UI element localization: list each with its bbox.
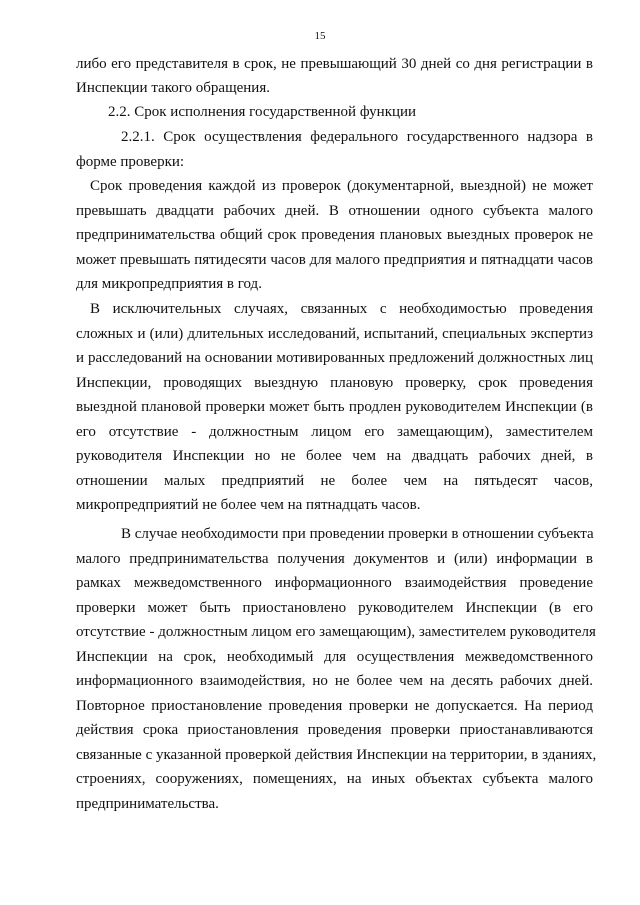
text-line: 2.2.1. Срок осуществления федерального государственного надзора в [121,129,593,145]
text-line: связанные с указанной проверкой действия Инспекции на территории, в зданиях, [76,747,597,763]
text-line: превышать двадцати рабочих дней. В отношении одного субъекта малого [76,203,593,219]
text-line: малого предпринимательства получения документов и (или) информации в [76,551,593,567]
text-line: рамках межведомственного информационного взаимодействия проведение [76,575,593,591]
text-line: проверки может быть приостановлено руководителем Инспекции (в его [76,600,593,616]
section-heading: 2.2. Срок исполнения государственной функции [108,104,417,120]
text-line: строениях, сооружениях, помещениях, на иных объектах субъекта малого [76,771,593,787]
text-line: Срок проведения каждой из проверок (документарной, выездной) не может [90,178,593,194]
text-line: выездной плановой проверки может быть продлен руководителем Инспекции (в [76,399,593,415]
text-line: Инспекции такого обращения. [76,80,270,96]
text-line: и расследований на основании мотивированных предложений должностных лиц [76,350,593,366]
text-line: Инспекции, проводящих выездную плановую проверку, срок проведения [76,375,593,391]
text-line: микропредприятий не более чем на пятнадцать часов. [76,497,421,513]
page-number: 15 [314,30,326,42]
text-line: Повторное приостановление проведения проверки не допускается. На период [76,698,593,714]
text-line: отсутствие - должностным лицом его замещающим), заместителем руководителя [76,624,596,640]
text-line: В исключительных случаях, связанных с необходимостью проведения [90,301,593,317]
text-line: отношении малых предприятий не более чем на пятьдесят часов, [76,473,593,489]
text-line: действия срока приостановления проведения проверки приостанавливаются [76,722,593,738]
text-line: форме проверки: [76,154,185,170]
text-line: предпринимательства общий срок проведения плановых выездных проверок не [76,227,593,243]
text-line: может превышать пятидесяти часов для малого предприятия и пятнадцати часов [76,252,593,268]
text-line: сложных и (или) длительных исследований, испытаний, специальных экспертиз [76,326,593,342]
text-line: для микропредприятия в год. [76,276,262,292]
text-line: Инспекции на срок, необходимый для осуществления межведомственного [76,649,593,665]
text-line: В случае необходимости при проведении проверки в отношении субъекта [121,526,594,542]
text-line: информационного взаимодействия, но не более чем на десять рабочих дней. [76,673,593,689]
text-line: руководителя Инспекции но не более чем на двадцать рабочих дней, в [76,448,593,464]
text-line: либо его представителя в срок, не превышающий 30 дней со дня регистрации в [76,56,593,72]
text-line: предпринимательства. [76,796,219,812]
text-line: его отсутствие - должностным лицом его замещающим), заместителем [76,424,593,440]
